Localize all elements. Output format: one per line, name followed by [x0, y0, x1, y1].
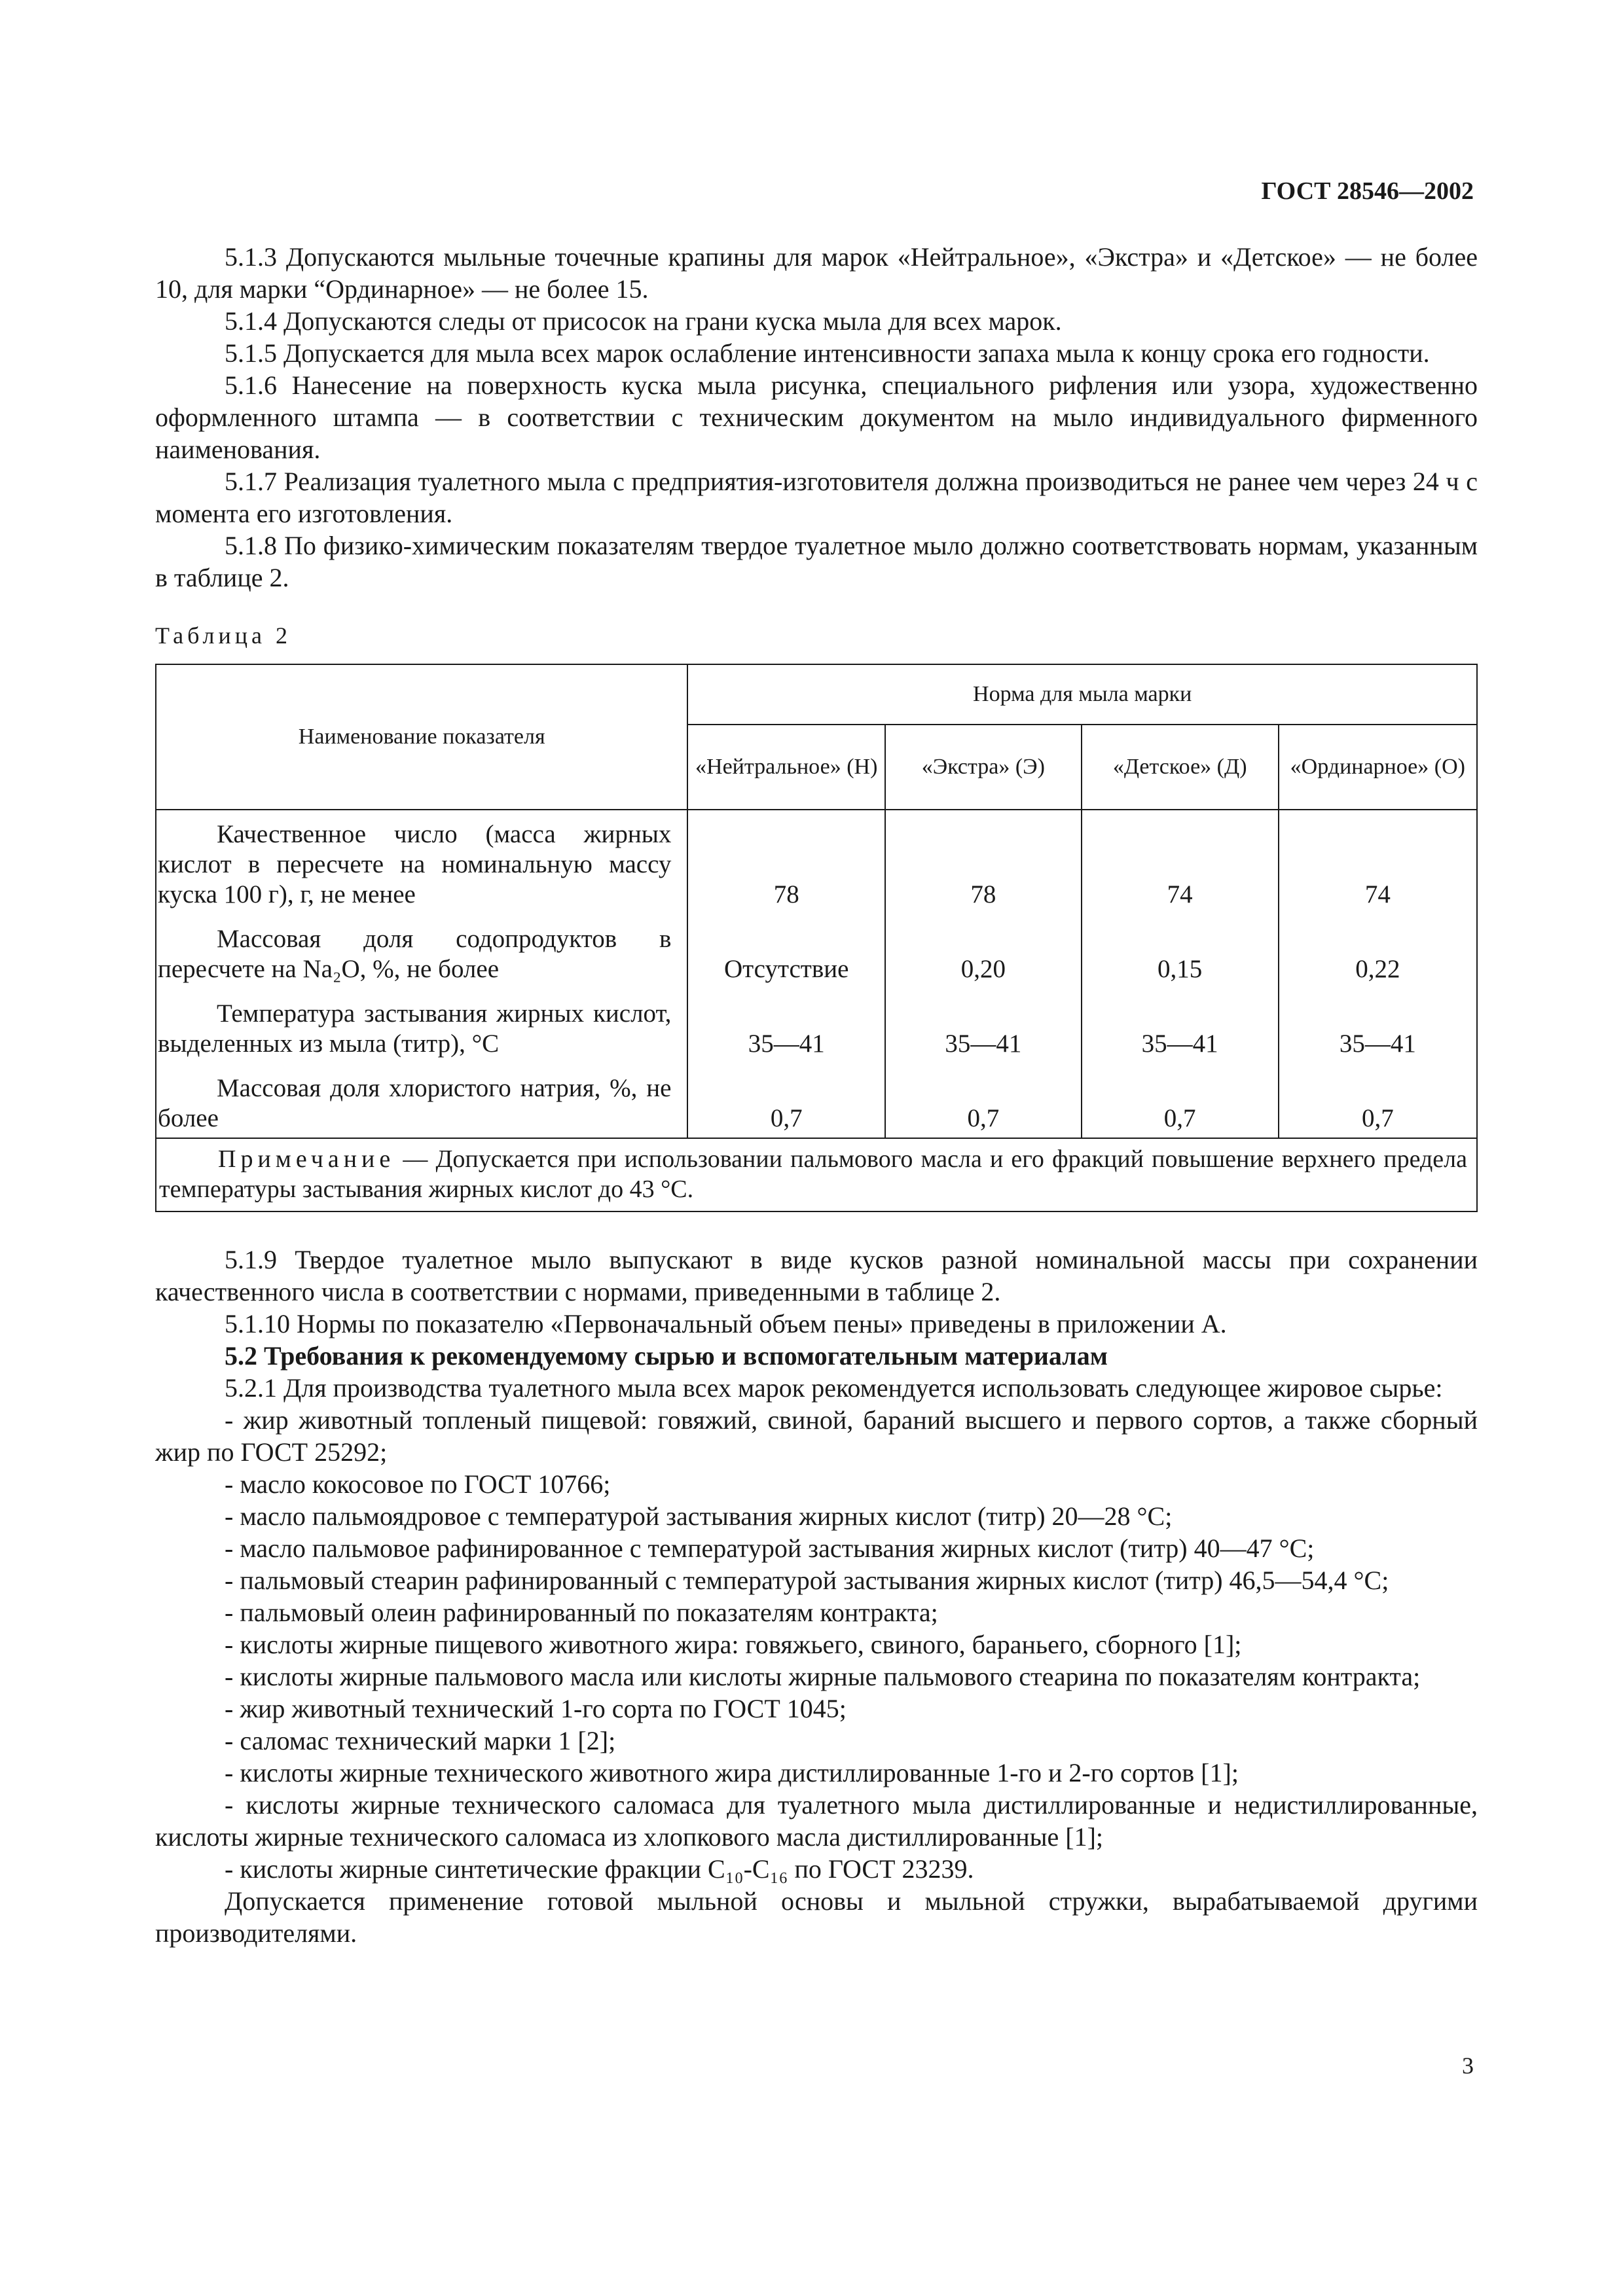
- section-heading-5-2: 5.2 Требования к рекомендуемому сырью и вспомогательным материалам: [225, 1341, 1108, 1371]
- row-value: Отсутствие: [687, 911, 885, 986]
- table-row: [156, 1060, 1477, 1138]
- list-item: - жир животный топленый пищевой: говяжий, свиной, бараний высшего и первого сортов, а также сборный жир по ГОСТ 25292;: [155, 1405, 1478, 1467]
- page-number: 3: [1462, 2053, 1474, 2079]
- paragraph-5-1-6: 5.1.6 Нанесение на поверхность куска мыла рисунка, специального рифления или узора, художественно оформленного штампа — в соответствии с техническим документом на мыло индивидуального фирменного наименования.: [155, 370, 1478, 464]
- header-indicator-name: Наименование показателя: [156, 664, 687, 810]
- row-value: 35—41: [885, 986, 1082, 1060]
- row-indicator-name: Массовая доля хлористого натрия, %, не более: [156, 1060, 687, 1138]
- list-item: - кислоты жирные пальмового масла или кислоты жирные пальмового стеарина по показателям контракта;: [225, 1662, 1421, 1691]
- row-value: 0,7: [1279, 1060, 1477, 1138]
- list-item: - масло кокосовое по ГОСТ 10766;: [225, 1469, 611, 1499]
- header-brand-extra: «Экстра» (Э): [885, 725, 1082, 810]
- header-brand-ordinary: «Ординарное» (О): [1279, 725, 1477, 810]
- row-value: 74: [1279, 810, 1477, 911]
- row-value: 0,15: [1082, 911, 1279, 986]
- row-value: 35—41: [1279, 986, 1477, 1060]
- table-row: [156, 986, 1477, 1060]
- list-item: - кислоты жирные синтетические фракции С₁₀-С₁₆ по ГОСТ 23239.: [225, 1854, 974, 1884]
- list-item: - саломас технический марки 1 [2];: [225, 1726, 616, 1755]
- main-content: [155, 241, 1478, 1949]
- document-code-header: ГОСТ 28546—2002: [1261, 177, 1474, 205]
- paragraph-5-1-10: 5.1.10 Нормы по показателю «Первоначальный объем пены» приведены в приложении А.: [225, 1309, 1227, 1338]
- table-row: [156, 911, 1477, 986]
- paragraph-5-1-8: 5.1.8 По физико-химическим показателям твердое туалетное мыло должно соответствовать нормам, указанным в таблице 2.: [155, 531, 1478, 592]
- row-value: 0,7: [885, 1060, 1082, 1138]
- row-value: 0,7: [1082, 1060, 1279, 1138]
- table-2: [155, 664, 1478, 1212]
- row-value: 78: [687, 810, 885, 911]
- row-value: 0,7: [687, 1060, 885, 1138]
- header-brand-children: «Детское» (Д): [1082, 725, 1279, 810]
- list-item: - жир животный технический 1-го сорта по ГОСТ 1045;: [225, 1694, 847, 1723]
- header-brand-neutral: «Нейтральное» (Н): [687, 725, 885, 810]
- note-text: — Допускается при использовании пальмового масла и его фракций повышение верхнего предела температуры застывания жирных кислот до 43 °С.: [159, 1145, 1467, 1203]
- paragraph-5-1-5: 5.1.5 Допускается для мыла всех марок ослабление интенсивности запаха мыла к концу срока его годности.: [225, 338, 1430, 368]
- paragraph-5-1-9: 5.1.9 Твердое туалетное мыло выпускают в виде кусков разной номинальной массы при сохранении качественного числа в соответствии с нормами, приведенными в таблице 2.: [155, 1245, 1478, 1306]
- list-item: - кислоты жирные технического животного жира дистиллированные 1-го и 2-го сортов [1];: [225, 1758, 1239, 1787]
- row-value: 0,20: [885, 911, 1082, 986]
- paragraph-5-1-4: 5.1.4 Допускаются следы от присосок на грани куска мыла для всех марок.: [225, 306, 1062, 336]
- list-item: - кислоты жирные технического саломаса для туалетного мыла дистиллированные и недистиллированные, кислоты жирные технического саломаса из хлопкового масла дистиллированные [1];: [155, 1790, 1478, 1852]
- row-value: 35—41: [1082, 986, 1279, 1060]
- list-item: - пальмовый стеарин рафинированный с температурой застывания жирных кислот (титр) 46,5—54,4 °С;: [225, 1566, 1389, 1595]
- list-item: - масло пальмовое рафинированное с температурой застывания жирных кислот (титр) 40—47 °С;: [225, 1534, 1315, 1563]
- row-indicator-name: Температура застывания жирных кислот, выделенных из мыла (титр), °С: [156, 986, 687, 1060]
- table-caption: Таблица 2: [155, 622, 291, 649]
- row-indicator-name: Массовая доля содопродуктов в пересчете на Na₂O, %, не более: [156, 911, 687, 986]
- note-label: Примечание: [218, 1145, 395, 1173]
- header-norm: Норма для мыла марки: [687, 664, 1477, 725]
- paragraph-5-2-1: 5.2.1 Для производства туалетного мыла всех марок рекомендуется использовать следующее жировое сырье:: [225, 1373, 1443, 1403]
- table-row: [156, 810, 1477, 911]
- list-item: - пальмовый олеин рафинированный по показателям контракта;: [225, 1598, 938, 1627]
- table-note-row: [156, 1138, 1477, 1211]
- row-value: 35—41: [687, 986, 885, 1060]
- row-value: 0,22: [1279, 911, 1477, 986]
- paragraph-5-1-3: 5.1.3 Допускаются мыльные точечные крапины для марок «Нейтральное», «Экстра» и «Детское» — не более 10, для марки “Ординарное» — не более 15.: [155, 242, 1478, 304]
- row-value: 74: [1082, 810, 1279, 911]
- row-value: 78: [885, 810, 1082, 911]
- row-indicator-name: Качественное число (масса жирных кислот в пересчете на номинальную массу куска 100 г), г, не менее: [156, 810, 687, 911]
- closing-paragraph: Допускается применение готовой мыльной основы и мыльной стружки, вырабатываемой другими производителями.: [155, 1886, 1478, 1948]
- paragraph-5-1-7: 5.1.7 Реализация туалетного мыла с предприятия-изготовителя должна производиться не ранее чем через 24 ч с момента его изготовления.: [155, 467, 1478, 528]
- list-item: - кислоты жирные пищевого животного жира: говяжьего, свиного, бараньего, сборного [1];: [225, 1630, 1242, 1659]
- table-note: [156, 1138, 1477, 1211]
- list-item: - масло пальмоядровое с температурой застывания жирных кислот (титр) 20—28 °С;: [225, 1501, 1173, 1531]
